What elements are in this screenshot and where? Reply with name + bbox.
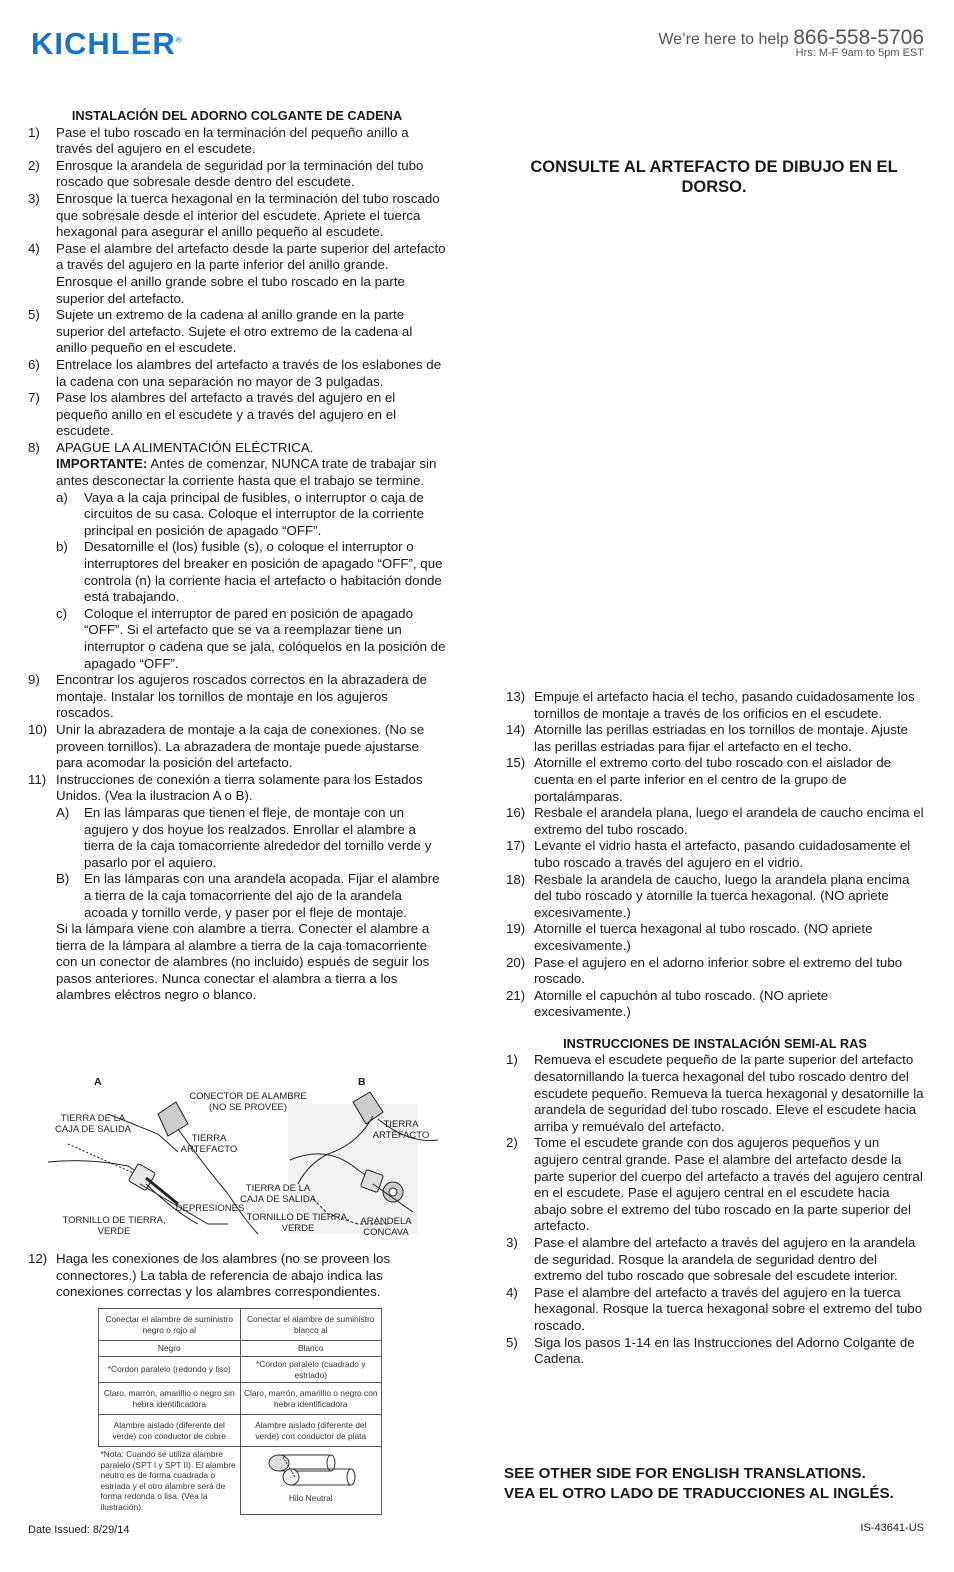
table-header: Conectar el alambre de suministro negro o rojo al xyxy=(99,1309,241,1341)
list-item: b) Desatornille el (los) fusible (s), o coloque el interruptor o interruptores del breaker en posición de apagado “OFF”, que controla (n) la corriente hacia el artefacto o habitación donde está trabajando. xyxy=(56,539,443,605)
left-column xyxy=(28,108,446,1004)
chain-section-title: INSTALACIÓN DEL ADORNO COLGANTE DE CADENA xyxy=(71,108,403,123)
list-item: 13) Empuje el artefacto hacia el techo, pasando cuidadosamente los tornillos de montaje a través de los orificios en el escudete. xyxy=(506,689,915,721)
refer-drawing-note: CONSULTE AL ARTEFACTO DE DIBUJO EN EL DORSO. xyxy=(530,158,898,196)
table-cell: Alambre aislado (diferente del verde) con conductor de cobre xyxy=(99,1415,241,1447)
table-header: Conectar el alambre de suministro blanco al xyxy=(240,1309,382,1341)
table-note: *Nota: Cuando se utiliza alambre paralelo (SPT I y SPT II). El alambre neutro es de forma cuadrada o estriada y el otro alambre será de forma redonda o lisa. (Vea la ilustración). xyxy=(99,1447,241,1515)
step-8 xyxy=(28,440,446,672)
table-cell: Claro, marrón, amarillio o negro sin hebra identificadora xyxy=(99,1383,241,1415)
table-cell: Alambre aislado (diferente del verde) con conductor de plata xyxy=(240,1415,382,1447)
list-item: 3) Pase el alambre del artefacto a través del agujero en la arandela de seguridad. Rosque la arandela de seguridad dentro del extremo del tubo roscado que sobresale del escudete interior. xyxy=(506,1235,916,1284)
list-item: 7) Pase los alambres del artefacto a través del agujero en el pequeño anillo en el escudete y a través del agujero en el escudete. xyxy=(28,390,397,439)
arandela-label: ARANDELA CONCAVA xyxy=(360,1216,412,1238)
list-item: 19) Atornille el tuerca hexagonal al tubo roscado. (NO apriete excesivamente.) xyxy=(506,921,873,953)
diagram-a-label: A xyxy=(94,1076,102,1088)
list-item: B) En las lámparas con una arandela acopada. Fijar el alambre a tierra de la caja tomacorriente del ajo de la arandela acoada y tornillo verde, y paser por el fleje de montaje. xyxy=(56,871,440,920)
table-cell: Claro, marrón, amarillio o negro con hebra identificadora xyxy=(240,1383,382,1415)
translation-line-en: SEE OTHER SIDE FOR ENGLISH TRANSLATIONS. xyxy=(504,1465,866,1482)
step-8-substeps xyxy=(56,490,446,673)
connector-label: CONECTOR DE ALAMBRE (NO SE PROVEE) xyxy=(189,1091,307,1113)
chain-steps-2 xyxy=(28,672,446,772)
date-issued: Date Issued: 8/29/14 xyxy=(28,1524,130,1536)
list-item: 21) Atornille el capuchón al tubo roscado. (NO apriete excesivamente.) xyxy=(506,987,829,1020)
list-item: 2) Enrosque la arandela de seguridad por la terminación del tubo roscado que sobresale desde dentro del escudete. xyxy=(28,157,424,190)
list-item: 6) Entrelace los alambres del artefacto a través de los eslabones de la cadena con una separación no mayor de 3 pulgadas. xyxy=(28,356,442,389)
tierra-caja-b-label: TIERRA DE LA CAJA DE SALIDA xyxy=(239,1183,317,1205)
list-item: 18) Resbale la arandela de caucho, luego la arandela plana encima del tubo roscado y atornille la tuerca hexagonal. (NO apriete excesivamente.) xyxy=(506,871,910,920)
grounding-diagram xyxy=(28,1074,448,1246)
list-item: 16) Resbale el arandela plana, luego el arandela de caucho encima el extremo del tubo roscado. xyxy=(506,805,924,837)
list-item: 5) Siga los pasos 1-14 en las Instrucciones del Adorno Colgante de Cadena. xyxy=(506,1334,915,1367)
list-item: 3) Enrosque la tuerca hexagonal en la terminación del tubo roscado que sobresale desde el interior del escudete. Apriete el tuerca hexagonal para asegurar el anillo pequeño al escudete. xyxy=(28,190,440,240)
table-cell: *Cordon paralelo (redondo y liso) xyxy=(99,1357,241,1383)
list-item: 2) Tome el escudete grande con dos agujeros pequeños y un agujero central grande. Pase el alambre del artefacto desde la parte superior del cuerpo del artefacto a través del agujero central en el escudete. Pase el agujero central en el escudete hacia abajo sobre el extremo del tubo roscado en la parte superior del artefacto. xyxy=(506,1135,923,1234)
chain-steps-continued xyxy=(506,689,924,1021)
table-cell: Blanco xyxy=(240,1341,382,1357)
help-contact xyxy=(658,26,924,59)
tierra-caja-a-label: TIERRA DE LA CAJA DE SALIDA xyxy=(54,1113,132,1135)
list-item: 14) Atornille las perillas estriadas en los tornillos de montaje. Ajuste las perillas estriadas para fijar el artefacto en el techo. xyxy=(506,722,908,754)
list-item: 12) Haga les conexiones de los alambres (no se proveen los connectores.) La tabla de referencia de abajo indica las conexiones correctas y los alambres correspondientes. xyxy=(28,1251,391,1300)
tierra-artefacto-a-label: TIERRA ARTEFACTO xyxy=(180,1133,238,1155)
tornillo-a-label: TORNILLO DE TIERRA, VERDE xyxy=(62,1215,166,1237)
semi-flush-title: INSTRUCCIONES DE INSTALACIÓN SEMI-AL RAS xyxy=(563,1035,867,1051)
grounding-note: Si la lámpara viene con alambre a tierra. Conecter el alambre a tierra de la lámpara al alambre a tierra de la caja tomacorriente con un conector de alambres (no incluido) espués de seguir los pasos anteriores. Nunca conectar el alambra a tierra a los alambres eléctros negro o blanco. xyxy=(56,921,430,1003)
phone-number: 866-558-5706 xyxy=(793,26,924,49)
semi-flush-steps xyxy=(506,1052,924,1367)
kichler-logo: KICHLER® xyxy=(31,26,183,61)
translation-line-es: VEA EL OTRO LADO DE TRADUCCIONES AL INGLÉS. xyxy=(504,1485,894,1502)
tierra-artefacto-b-label: TIERRA ARTEFACTO xyxy=(372,1119,430,1141)
list-item: 1) Pase el tubo roscado en la terminación del pequeño anillo a través del agujero en el escudete. xyxy=(28,124,409,157)
list-item: 17) Levante el vidrio hasta el artefacto, pasando cuidadosamente el tubo roscado a través del agujero en el vidrio. xyxy=(506,838,911,870)
list-item: 4) Pase el alambre del artefacto desde la parte superior del artefacto a través del agujero en la parte inferior del anillo grande. Enrosque el anillo grande sobre el tubo roscado en la parte superior del artefacto. xyxy=(28,240,446,306)
list-item: 15) Atornille el extremo corto del tubo roscado con el aislador de cuenta en el parte inferior en el centro de la grupo de portalámparas. xyxy=(506,755,891,804)
chain-steps xyxy=(28,125,446,440)
list-item: a) Vaya a la caja principal de fusibles, o interruptor o caja de circuitos de su casa. Coloque el interruptor de la corriente principal en posición de apagado “OFF”. xyxy=(56,489,424,538)
depresiones-label: DEPRESIONES xyxy=(175,1203,245,1214)
translation-note xyxy=(504,1464,934,1504)
list-item: 10) Unir la abrazadera de montaje a la caja de conexiones. (No se proveen tornillos). La abrazadera de montaje puede ajustarse para acomodar la posición del artefacto. xyxy=(28,721,425,771)
diagram-b-label: B xyxy=(358,1076,366,1088)
help-text: We’re here to help xyxy=(658,31,789,48)
list-item: 4) Pase el alambre del artefacto a través del agujero en la tuerca hexagonal. Rosque la tuerca hexagonal sobre el extremo del tubo roscado. xyxy=(506,1284,923,1333)
neutral-label: Hilo Neutral xyxy=(288,1493,333,1503)
right-column xyxy=(506,689,924,1368)
list-item: 20) Pase el agujero en el adorno inferior sobre el extremo del tubo roscado. xyxy=(506,954,903,987)
wire-connection-table xyxy=(98,1308,382,1515)
step-11-substeps xyxy=(56,805,446,921)
list-item: c) Coloque el interruptor de pared en posición de apagado “OFF”. Si el artefacto que se va a reemplazar tiene un interruptor o cadena que se jala, colóquelos en la posición de apagado “OFF”. xyxy=(56,605,446,671)
table-cell: Negro xyxy=(99,1341,241,1357)
step-11 xyxy=(28,772,446,921)
table-cell: *Cordon paralelo (cuadrado y estriado) xyxy=(240,1357,382,1383)
help-hours: Hrs: M-F 9am to 5pm EST xyxy=(795,47,924,59)
list-item: 11) Instrucciones de conexión a tierra solamente para los Estados Unidos. (Vea la ilustracion A o B). A) En las lámparas que tienen el fleje, de montaje con un agujero y dos hoyue los realzados. Enrollar el alambre a tierra de la caja tomacorriente alrededor del tornillo verde y pasarlo por el aquiero. B) En las lámparas con una arandela acopada. Fijar el alambre a tierra de la caja tomacorriente del ajo de la arandela acoada y tornillo verde, y paser por el fleje de montaje. xyxy=(28,772,446,921)
wire-illustration xyxy=(261,1449,361,1493)
list-item: A) En las lámparas que tienen el fleje, de montaje con un agujero y dos hoyue los realzados. Enrollar el alambre a tierra de la caja tomacorriente alrededor del tornillo verde y pasarlo por el aquiero. xyxy=(56,804,432,870)
list-item: 8) APAGUE LA ALIMENTACIÓN ELÉCTRICA. IMPORTANTE: Antes de comenzar, NUNCA trate de trabajar sin antes desconectar la corriente hasta que el trabajo se termine. a) Vaya a la caja principal de fusibles, o interruptor o caja de circuitos de su casa. Coloque el interruptor de la corriente principal en posición de apagado “OFF”. b) Desatornille el (los) fusible (s), o coloque el interruptor o interruptores del breaker en posición de apagado “OFF”, que controla (n) la corriente hacia el artefacto o habitación donde está trabajando. c) Coloque el interruptor de pared en posición de apagado “OFF”. Si el artefacto que se va a reemplazar tiene un interruptor o cadena que se jala, colóquelos en la posición de apagado “OFF”. xyxy=(28,439,446,671)
list-item: 1) Remueva el escudete pequeño de la parte superior del artefacto desatornillando la tuerca hexagonal del tubo roscado dentro del escudete pequeño. Remueva la tuerca hexagonal y desatornille la arandela de seguridad del tubo roscado. Eleve el escudete hacia arriba y remuévalo del artefacto. xyxy=(506,1052,924,1134)
tornillo-b-label: TORNILLO DE TIERRA, VERDE xyxy=(246,1212,350,1234)
step-12 xyxy=(28,1251,446,1301)
list-item: 5) Sujete un extremo de la cadena al anillo grande en la parte superior del artefacto. Sujete el otro extremo de la cadena al anillo pequeño en el escudete. xyxy=(28,307,413,356)
neutral-wire-figure xyxy=(240,1447,382,1515)
document-id: IS-43641-US xyxy=(860,1522,924,1534)
list-item: 9) Encontrar los agujeros roscados correctos en la abrazadera de montaje. Instalar los tornillos de montaje en los agujeros roscados. xyxy=(28,672,428,721)
